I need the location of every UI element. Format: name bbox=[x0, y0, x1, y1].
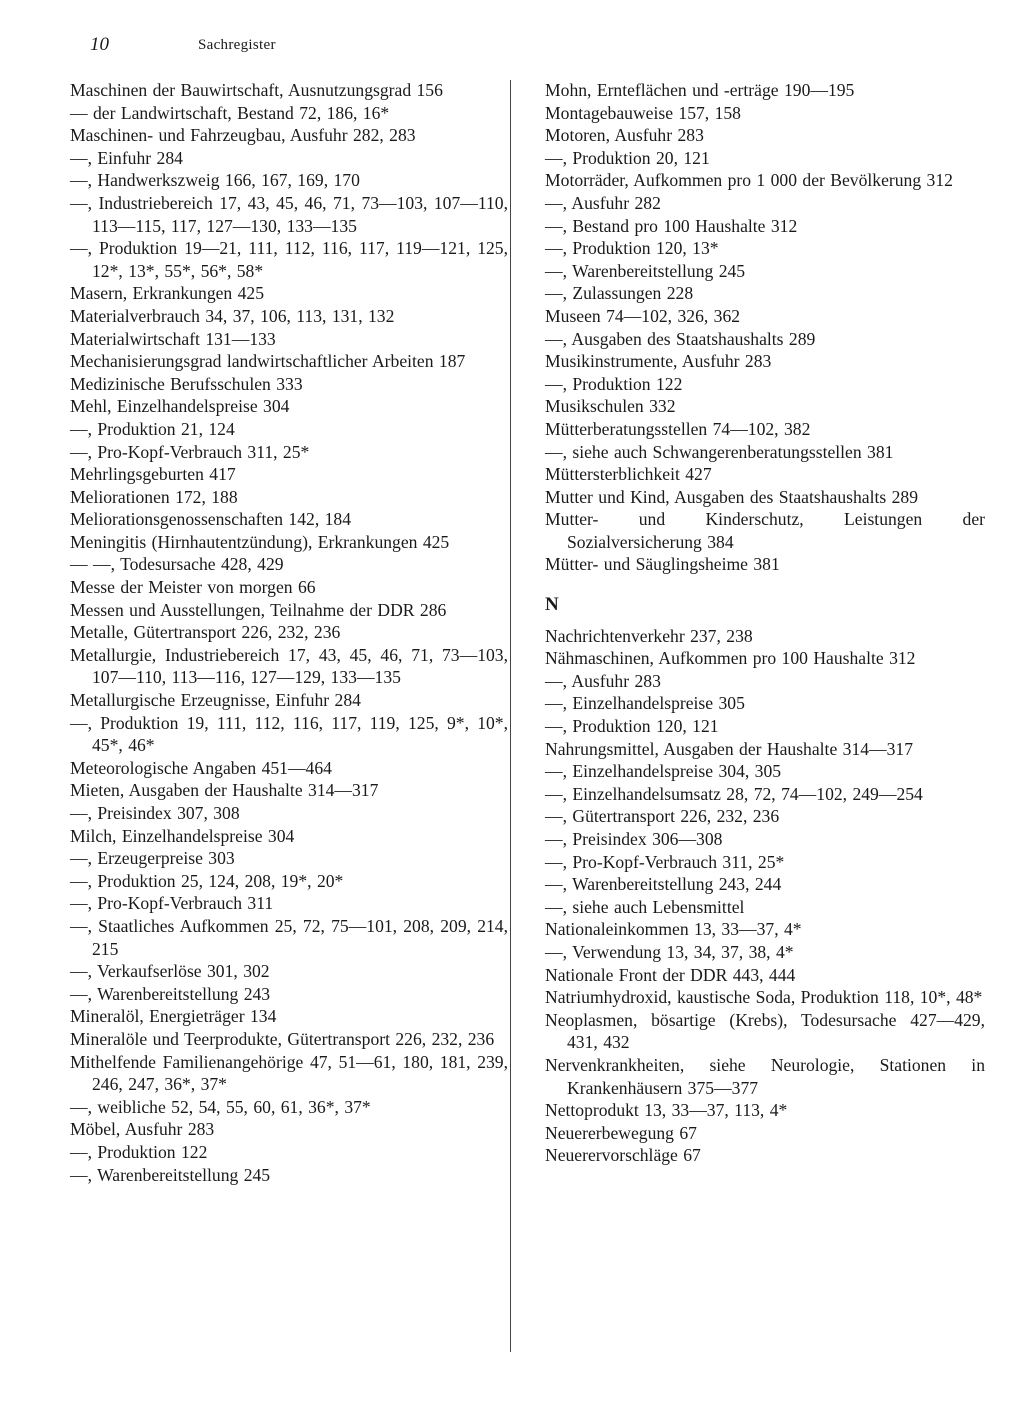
index-entry: —, Pro-Kopf-Verbrauch 311, 25* bbox=[545, 851, 785, 872]
index-entry: —, weibliche 52, 54, 55, 60, 61, 36*, 37* bbox=[70, 1096, 371, 1117]
index-entry: —, Produktion 20, 121 bbox=[545, 147, 710, 168]
index-entry: Metalle, Gütertransport 226, 232, 236 bbox=[70, 622, 341, 643]
index-entry: Mütterberatungsstellen 74—102, 382 bbox=[545, 418, 811, 439]
index-entry: —, siehe auch Schwangerenberatungsstellen 381 bbox=[545, 441, 894, 462]
index-entry: —, Produktion 19—21, 111, 112, 116, 117, 119—121, 125, 12*, 13*, 55*, 56*, 58* bbox=[70, 238, 508, 281]
index-entry: —, Produktion 21, 124 bbox=[70, 418, 235, 439]
index-entry: —, siehe auch Lebensmittel bbox=[545, 896, 745, 917]
index-entry: Neuererbewegung 67 bbox=[545, 1122, 697, 1143]
index-entry: Masern, Erkrankungen 425 bbox=[70, 283, 265, 304]
index-entry: —, Staatliches Aufkommen 25, 72, 75—101, 208, 209, 214, 215 bbox=[70, 915, 508, 959]
index-entry: —, Industriebereich 17, 43, 45, 46, 71, 73—103, 107—110, 113—115, 117, 127—130, 133—135 bbox=[70, 192, 508, 236]
index-entry: Messen und Ausstellungen, Teilnahme der DDR 286 bbox=[70, 599, 447, 620]
index-entry: Neuerervorschläge 67 bbox=[545, 1145, 701, 1166]
index-entry: —, Warenbereitstellung 245 bbox=[70, 1164, 271, 1185]
index-entry: —, Gütertransport 226, 232, 236 bbox=[545, 806, 780, 827]
index-entry: Messe der Meister von morgen 66 bbox=[70, 577, 316, 598]
index-column-left bbox=[70, 79, 508, 1186]
index-entry: Motoren, Ausfuhr 283 bbox=[545, 125, 704, 146]
index-entry: —, Verwendung 13, 34, 37, 38, 4* bbox=[545, 941, 794, 962]
index-entry: —, Produktion 19, 111, 112, 116, 117, 119, 125, 9*, 10*, 45*, 46* bbox=[70, 712, 508, 756]
index-entry: Metallurgie, Industriebereich 17, 43, 45, 46, 71, 73—103, 107—110, 113—116, 127—129, 133—135 bbox=[70, 644, 508, 688]
index-entry: —, Erzeugerpreise 303 bbox=[70, 848, 235, 869]
index-entry: Mehl, Einzelhandelspreise 304 bbox=[70, 396, 290, 417]
index-entry: —, Pro-Kopf-Verbrauch 311, 25* bbox=[70, 441, 310, 462]
index-entry: Meliorationsgenossenschaften 142, 184 bbox=[70, 509, 352, 530]
index-entry: —, Produktion 120, 121 bbox=[545, 716, 719, 737]
index-entry: Mehrlingsgeburten 417 bbox=[70, 464, 236, 485]
index-entry: —, Zulassungen 228 bbox=[545, 283, 694, 304]
index-entry: —, Ausgaben des Staatshaushalts 289 bbox=[545, 328, 816, 349]
index-entry: —, Pro-Kopf-Verbrauch 311 bbox=[70, 893, 274, 914]
index-entry: — der Landwirtschaft, Bestand 72, 186, 16* bbox=[70, 102, 390, 123]
index-entry: Natriumhydroxid, kaustische Soda, Produktion 118, 10*, 48* bbox=[545, 987, 983, 1008]
index-entry: Nationale Front der DDR 443, 444 bbox=[545, 964, 796, 985]
running-title: Sachregister bbox=[198, 37, 276, 53]
index-entry: —, Warenbereitstellung 245 bbox=[545, 260, 746, 281]
index-entry: Mutter und Kind, Ausgaben des Staatshaushalts 289 bbox=[545, 486, 918, 507]
column-divider bbox=[510, 80, 511, 1352]
index-entry: Nationaleinkommen 13, 33—37, 4* bbox=[545, 919, 802, 940]
index-entry: —, Warenbereitstellung 243, 244 bbox=[545, 874, 782, 895]
index-entry: Museen 74—102, 326, 362 bbox=[545, 305, 741, 326]
index-entry: Materialwirtschaft 131—133 bbox=[70, 328, 276, 349]
index-entry: Meningitis (Hirnhautentzündung), Erkrankungen 425 bbox=[70, 531, 450, 552]
index-entry: Nahrungsmittel, Ausgaben der Haushalte 314—317 bbox=[545, 738, 914, 759]
index-entry: Nervenkrankheiten, siehe Neurologie, Stationen in Krankenhäusern 375—377 bbox=[545, 1054, 985, 1098]
index-entry: —, Ausfuhr 282 bbox=[545, 192, 661, 213]
index-entry: Maschinen der Bauwirtschaft, Ausnutzungsgrad 156 bbox=[70, 80, 443, 100]
index-entry: —, Preisindex 307, 308 bbox=[70, 803, 240, 823]
index-section-m bbox=[545, 79, 985, 576]
index-entry: —, Einzelhandelspreise 305 bbox=[545, 693, 745, 714]
index-entry: Maschinen- und Fahrzeugbau, Ausfuhr 282, 283 bbox=[70, 125, 416, 146]
index-entry: Meteorologische Angaben 451—464 bbox=[70, 757, 332, 778]
index-entry: Mohn, Ernteflächen und -erträge 190—195 bbox=[545, 80, 855, 100]
index-entry: —, Produktion 25, 124, 208, 19*, 20* bbox=[70, 870, 344, 891]
index-entry: Mütter- und Säuglingsheime 381 bbox=[545, 554, 780, 575]
index-entry: —, Produktion 120, 13* bbox=[545, 238, 719, 259]
index-entry: Meliorationen 172, 188 bbox=[70, 486, 238, 507]
index-entry: —, Produktion 122 bbox=[70, 1141, 208, 1162]
index-entry: —, Einzelhandelsumsatz 28, 72, 74—102, 249—254 bbox=[545, 783, 923, 804]
index-entry: Metallurgische Erzeugnisse, Einfuhr 284 bbox=[70, 690, 361, 711]
page-number: 10 bbox=[90, 34, 109, 55]
index-entry: —, Handwerkszweig 166, 167, 169, 170 bbox=[70, 170, 360, 191]
index-entry: Mutter- und Kinderschutz, Leistungen der Sozialversicherung 384 bbox=[545, 509, 985, 552]
index-entry: — —, Todesursache 428, 429 bbox=[70, 554, 284, 575]
index-entry: Müttersterblichkeit 427 bbox=[545, 464, 712, 485]
index-entry: Motorräder, Aufkommen pro 1 000 der Bevölkerung 312 bbox=[545, 170, 953, 191]
index-entry: —, Produktion 122 bbox=[545, 373, 683, 394]
index-entry: Montagebauweise 157, 158 bbox=[545, 102, 741, 123]
index-entry: Mineralöle und Teerprodukte, Gütertransport 226, 232, 236 bbox=[70, 1028, 495, 1049]
index-entry: Nachrichtenverkehr 237, 238 bbox=[545, 625, 753, 646]
index-entry: —, Einfuhr 284 bbox=[70, 147, 183, 168]
index-column-right bbox=[545, 79, 985, 1167]
index-entry: Neoplasmen, bösartige (Krebs), Todesursache 427—429, 431, 432 bbox=[545, 1009, 985, 1053]
index-entry: Medizinische Berufsschulen 333 bbox=[70, 373, 303, 394]
section-letter-heading: N bbox=[545, 594, 559, 616]
index-entry: Milch, Einzelhandelspreise 304 bbox=[70, 825, 295, 846]
index-section-n bbox=[545, 625, 985, 1167]
index-entry: Mieten, Ausgaben der Haushalte 314—317 bbox=[70, 780, 379, 801]
index-entry: —, Warenbereitstellung 243 bbox=[70, 983, 271, 1004]
index-entry: Möbel, Ausfuhr 283 bbox=[70, 1119, 215, 1140]
index-entry: Nähmaschinen, Aufkommen pro 100 Haushalte 312 bbox=[545, 648, 916, 669]
index-entry: —, Ausfuhr 283 bbox=[545, 670, 661, 691]
index-entry: Musikinstrumente, Ausfuhr 283 bbox=[545, 351, 772, 372]
index-entry: —, Bestand pro 100 Haushalte 312 bbox=[545, 215, 798, 236]
index-entry: Mithelfende Familienangehörige 47, 51—61, 180, 181, 239, 246, 247, 36*, 37* bbox=[70, 1051, 508, 1095]
index-entry: Musikschulen 332 bbox=[545, 396, 676, 417]
index-entry: Nettoprodukt 13, 33—37, 113, 4* bbox=[545, 1100, 788, 1121]
index-entry: —, Verkaufserlöse 301, 302 bbox=[70, 961, 270, 982]
index-entry: Mineralöl, Energieträger 134 bbox=[70, 1006, 277, 1027]
index-entry: Mechanisierungsgrad landwirtschaftlicher Arbeiten 187 bbox=[70, 351, 466, 372]
index-entry: —, Preisindex 306—308 bbox=[545, 829, 723, 849]
index-entry: —, Einzelhandelspreise 304, 305 bbox=[545, 761, 782, 782]
index-entry: Materialverbrauch 34, 37, 106, 113, 131, 132 bbox=[70, 305, 395, 326]
